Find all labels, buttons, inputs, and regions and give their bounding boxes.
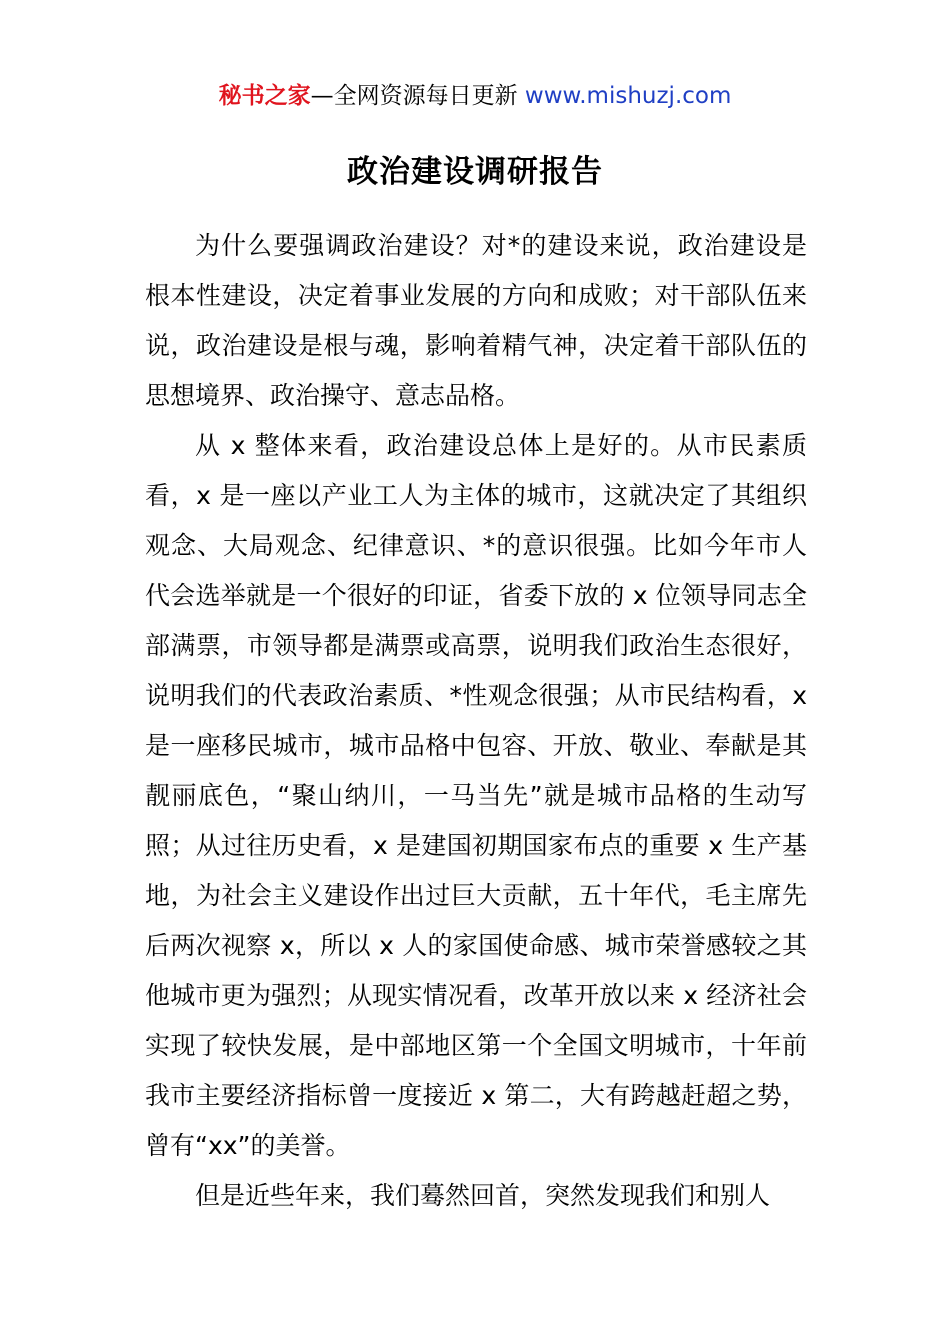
site-brand: 秘书之家	[218, 83, 311, 109]
document-body	[145, 221, 807, 1221]
site-tagline: —全网资源每日更新	[310, 83, 525, 109]
site-header	[0, 80, 950, 112]
paragraph-1: 为什么要强调政治建设？对*的建设来说，政治建设是根本性建设，决定着事业发展的方向和成败；对干部队伍来说，政治建设是根与魂，影响着精气神，决定着干部队伍的思想境界、政治操守、意志品格。	[145, 231, 807, 410]
document-title: 政治建设调研报告	[347, 154, 603, 190]
site-url-link[interactable]: www.mishuzj.com	[524, 83, 732, 109]
paragraph-2: 从 x 整体来看，政治建设总体上是好的。从市民素质看，x 是一座以产业工人为主体的城市，这就决定了其组织观念、大局观念、纪律意识、*的意识很强。比如今年市人代会选举就是一个很好的印证，省委下放的 x 位领导同志全部满票，市领导都是满票或高票，说明我们政治生态很好，说明我们的代表政治素质、*性观念很强；从市民结构看，x 是一座移民城市，城市品格中包容、开放、敬业、奉献是其靓丽底色，“聚山纳川，一马当先”就是城市品格的生动写照；从过往历史看，x 是建国初期国家布点的重要 x 生产基地，为社会主义建设作出过巨大贡献，五十年代，毛主席先后两次视察 x，所以 x 人的家国使命感、城市荣誉感较之其他城市更为强烈；从现实情况看，改革开放以来 x 经济社会实现了较快发展，是中部地区第一个全国文明城市，十年前我市主要经济指标曾一度接近 x 第二，大有跨越赶超之势，曾有“xx”的美誉。	[145, 431, 807, 1160]
paragraph-3: 但是近些年来，我们蓦然回首，突然发现我们和别人	[195, 1181, 771, 1210]
